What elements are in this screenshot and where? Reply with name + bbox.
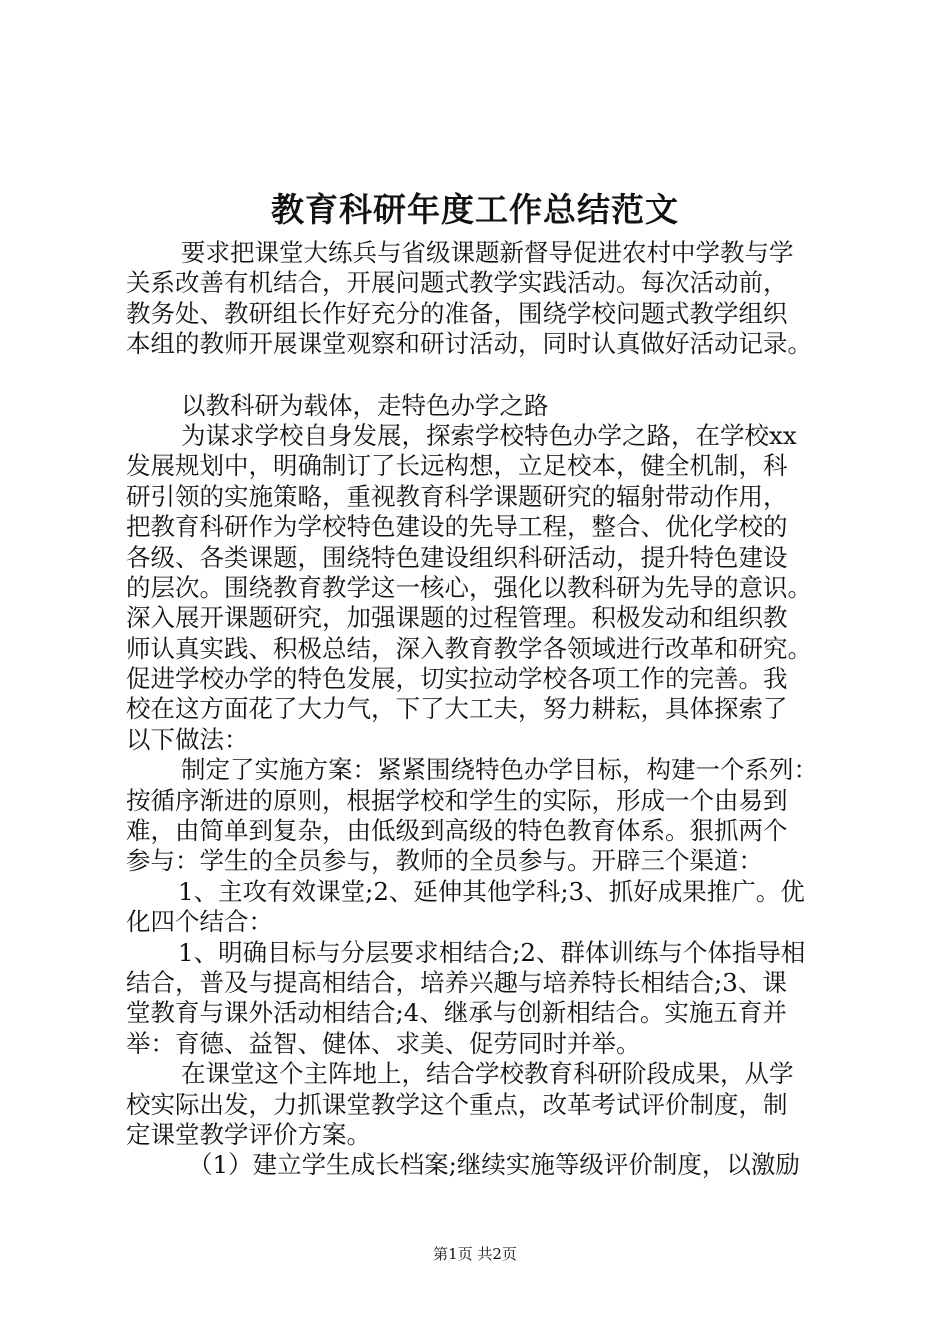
paragraph-line: 促进学校办学的特色发展，切实拉动学校各项工作的完善。我 xyxy=(126,664,788,694)
paragraph-line: 1、主攻有效课堂;2、延伸其他学科;3、抓好成果推广。优 xyxy=(178,876,805,906)
paragraph-line: 举：育德、益智、健体、求美、促劳同时并举。 xyxy=(126,1028,641,1058)
paragraph-line: 为谋求学校自身发展，探索学校特色办学之路，在学校xx xyxy=(181,420,797,450)
paragraph-line: 按循序渐进的原则，根据学校和学生的实际，形成一个由易到 xyxy=(126,785,788,815)
paragraph-line: 师认真实践、积极总结，深入教育教学各领域进行改革和研究。 xyxy=(126,633,812,663)
paragraph-line: 在课堂这个主阵地上，结合学校教育科研阶段成果，从学 xyxy=(181,1059,794,1089)
paragraph-line: 发展规划中，明确制订了长远构想，立足校本，健全机制，科 xyxy=(126,451,788,481)
page-footer: 第1页 共2页 xyxy=(433,1245,517,1263)
paragraph-line: 研引领的实施策略，重视教育科学课题研究的辐射带动作用， xyxy=(126,481,788,511)
document-title: 教育科研年度工作总结范文 xyxy=(271,190,679,229)
paragraph-line: （1）建立学生成长档案;继续实施等级评价制度，以激励 xyxy=(188,1150,800,1180)
paragraph-line: 化四个结合： xyxy=(126,907,273,937)
paragraph-line: 校实际出发，力抓课堂教学这个重点，改革考试评价制度，制 xyxy=(126,1089,788,1119)
paragraph-line: 教务处、教研组长作好充分的准备，围绕学校问题式教学组织 xyxy=(126,298,788,328)
paragraph-line: 结合，普及与提高相结合，培养兴趣与培养特长相结合;3、课 xyxy=(126,967,787,997)
paragraph-line: 把教育科研作为学校特色建设的先导工程，整合、优化学校的 xyxy=(126,512,788,542)
paragraph-line: 关系改善有机结合，开展问题式教学实践活动。每次活动前， xyxy=(126,268,788,298)
paragraph-line: 难，由简单到复杂，由低级到高级的特色教育体系。狠抓两个 xyxy=(126,816,788,846)
paragraph-line: 各级、各类课题，围绕特色建设组织科研活动，提升特色建设 xyxy=(126,542,788,572)
paragraph-line: 深入展开课题研究，加强课题的过程管理。积极发动和组织教 xyxy=(126,603,788,633)
paragraph-gap xyxy=(126,360,828,391)
paragraph-line: 参与：学生的全员参与，教师的全员参与。开辟三个渠道： xyxy=(126,846,763,876)
paragraph-line: 定课堂教学评价方案。 xyxy=(126,1119,371,1149)
paragraph-line: 校在这方面花了大力气，下了大工夫，努力耕耘，具体探索了 xyxy=(126,694,788,724)
section-heading: 以教科研为载体，走特色办学之路 xyxy=(181,390,549,420)
paragraph-line: 制定了实施方案：紧紧围绕特色办学目标，构建一个系列： xyxy=(181,755,818,785)
paragraph-line: 以下做法： xyxy=(126,724,249,754)
paragraph-line: 本组的教师开展课堂观察和研讨活动，同时认真做好活动记录。 xyxy=(126,329,812,359)
paragraph-line: 堂教育与课外活动相结合;4、继承与创新相结合。实施五育并 xyxy=(126,998,787,1028)
paragraph-line: 1、明确目标与分层要求相结合;2、群体训练与个体指导相 xyxy=(178,937,806,967)
paragraph-line: 要求把课堂大练兵与省级课题新督导促进农村中学教与学 xyxy=(181,238,794,267)
paragraph-line: 的层次。围绕教育教学这一核心，强化以教科研为先导的意识。 xyxy=(126,572,812,602)
document-body xyxy=(126,238,828,1181)
